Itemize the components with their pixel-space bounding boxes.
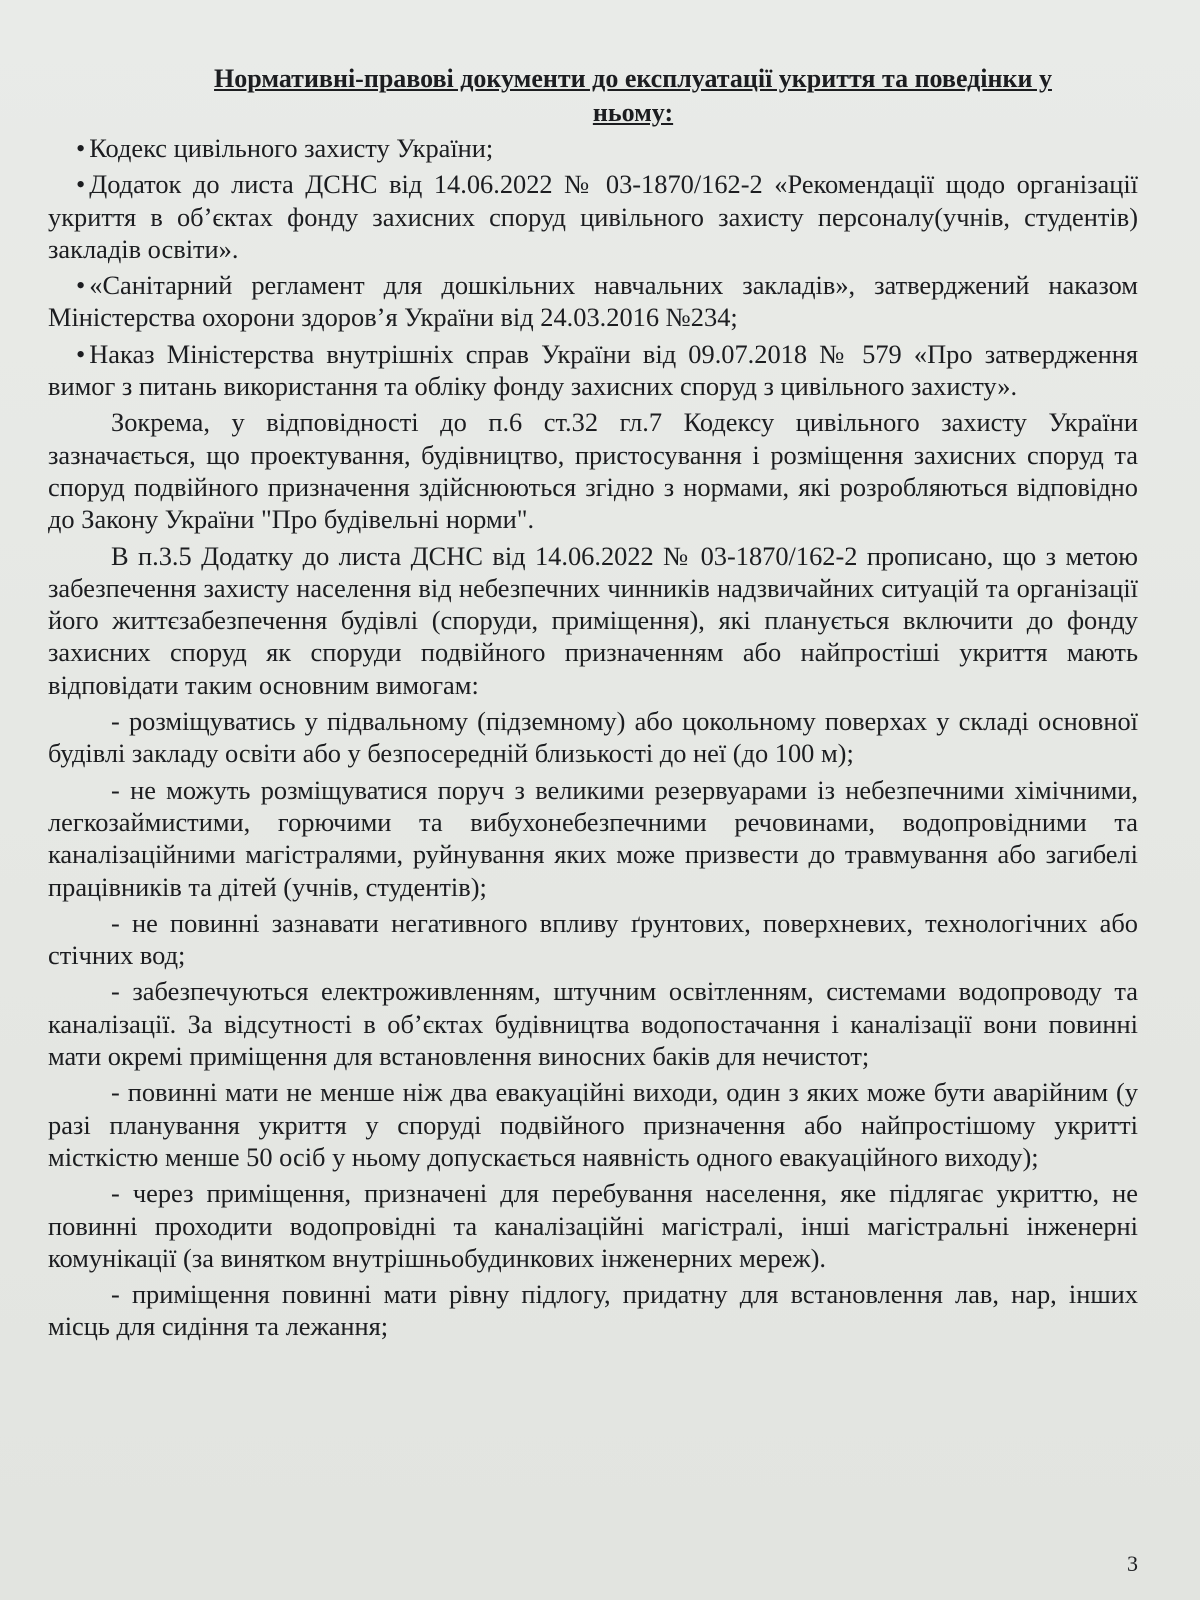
body-paragraph: В п.3.5 Додатку до листа ДСНС від 14.06.2022 № 03-1870/162-2 прописано, що з метою забезпечення захисту населення від небезпечних чинників надзвичайних ситуацій та організації його життєзабезпечення будівлі (споруди, приміщення), які планується включити до фонду захисних споруд як споруди подвійного призначенням або найпростіші укриття мають відповідати таким основним вимогам: <box>48 540 1138 700</box>
bullet-item: • «Санітарний регламент для дошкільних навчальних закладів», затверджений наказом Міністерства охорони здоров’я України від 24.03.2016 №234; <box>48 269 1138 334</box>
requirement-item: - приміщення повинні мати рівну підлогу, придатну для встановлення лав, нар, інших місць для сидіння та лежання; <box>48 1279 1138 1342</box>
requirement-item: - не повинні зазнавати негативного впливу ґрунтових, поверхневих, технологічних або стічних вод; <box>48 907 1138 971</box>
bullet-item: • Додаток до листа ДСНС від 14.06.2022 № 03-1870/162-2 «Рекомендації щодо організації укриття в об’єктах фонду захисних споруд цивільного захисту персоналу(учнів, студентів) закладів освіти». <box>48 168 1138 265</box>
requirement-item: - через приміщення, призначені для перебування населення, яке підлягає укриттю, не повинні проходити водопровідні та каналізаційні магістралі, інші магістральні інженерні комунікації (за винятком внутрішньобудинкових інженерних мереж). <box>48 1178 1138 1273</box>
requirement-item: - розміщуватись у підвальному (підземному) або цокольному поверхах у складі основної будівлі закладу освіти або у безпосередній близькості до неї (до 100 м); <box>48 706 1138 769</box>
bullet-item: • Кодекс цивільного захисту України; <box>48 132 1138 164</box>
body-paragraph: Зокрема, у відповідності до п.6 ст.32 гл.7 Кодексу цивільного захисту України зазначається, що проектування, будівництво, пристосування і розміщення захисних споруд та споруд подвійного призначення здійснюються згідно з нормами, які розробляються відповідно до Закону України "Про будівельні норми". <box>48 407 1138 535</box>
requirement-item: - не можуть розміщуватися поруч з великими резервуарами із небезпечними хімічними, легкозаймистими, горючими та вибухонебезпечними речовинами, водопровідними та каналізаційними магістралями, руйнування яких може призвести до травмування або загибелі працівників та дітей (учнів, студентів); <box>48 774 1138 902</box>
document-body <box>48 132 1138 1343</box>
requirement-item: - повинні мати не менше ніж два евакуаційні виходи, один з яких може бути аварійним (у разі планування укриття у споруді подвійного призначення або найпростішому укритті місткістю менше 50 осіб у ньому допускається наявність одного евакуаційного виходу); <box>48 1077 1138 1172</box>
requirement-item: - забезпечуються електроживленням, штучним освітленням, системами водопроводу та каналізації. За відсутності в об’єктах будівництва водопостачання і каналізації вони повинні мати окремі приміщення для встановлення виносних баків для нечистот; <box>48 976 1138 1072</box>
bullet-item: • Наказ Міністерства внутрішніх справ України від 09.07.2018 № 579 «Про затвердження вимог з питань використання та обліку фонду захисних споруд з цивільного захисту». <box>48 338 1138 403</box>
document-title: Нормативні-правові документи до експлуатації укриття та поведінки у ньому: <box>214 64 1052 127</box>
page-number: 3 <box>1127 1551 1138 1576</box>
